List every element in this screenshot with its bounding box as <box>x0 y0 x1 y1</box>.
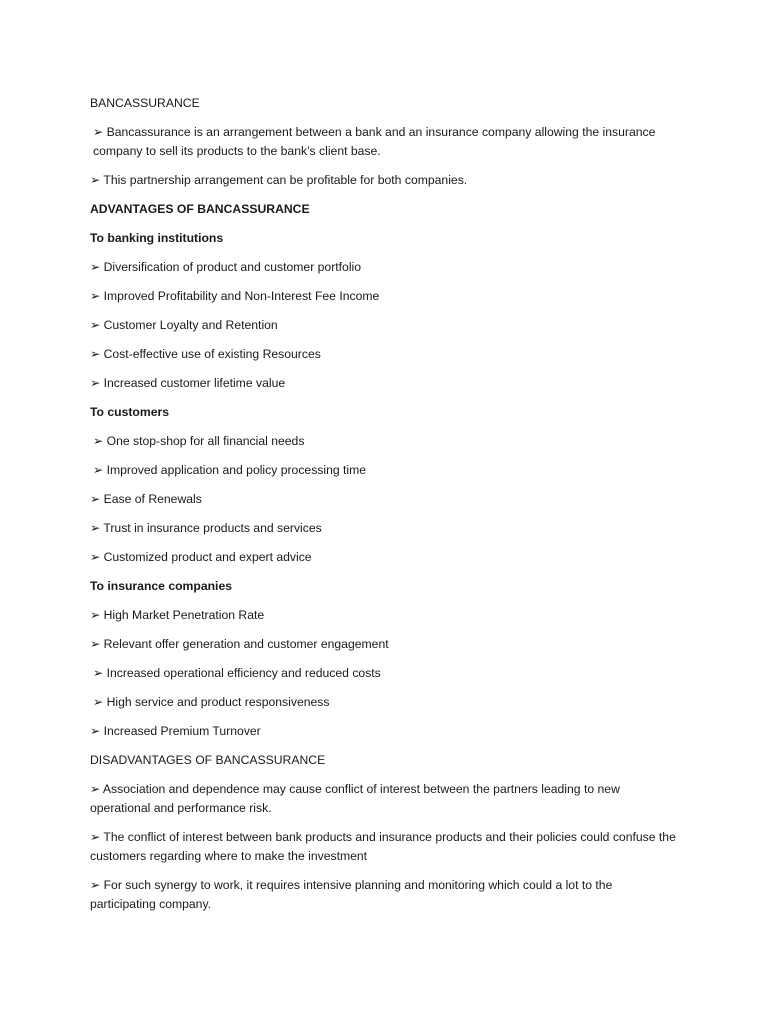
insurers-item: ➢ Relevant offer generation and customer engagement <box>90 637 389 651</box>
customers-item: ➢ Customized product and expert advice <box>90 550 312 564</box>
customers-item: ➢ One stop-shop for all financial needs <box>93 434 305 448</box>
customers-subheading: To customers <box>90 405 170 419</box>
customers-item: ➢ Improved application and policy processing time <box>93 463 367 477</box>
advantages-heading: ADVANTAGES OF BANCASSURANCE <box>90 202 310 216</box>
insurers-subheading: To insurance companies <box>90 579 233 593</box>
intro-paragraph: ➢ Bancassurance is an arrangement between a bank and an insurance company allowing the insurance company to sell its products to the bank’s client base. <box>93 125 656 158</box>
insurers-item: ➢ Increased operational efficiency and reduced costs <box>93 666 381 680</box>
customers-item: ➢ Ease of Renewals <box>90 492 202 506</box>
document-title: BANCASSURANCE <box>90 96 200 110</box>
document-body <box>90 94 680 924</box>
banking-item: ➢ Increased customer lifetime value <box>90 376 286 390</box>
banking-item: ➢ Improved Profitability and Non-Interest Fee Income <box>90 289 380 303</box>
insurers-item: ➢ High Market Penetration Rate <box>90 608 265 622</box>
insurers-item: ➢ High service and product responsiveness <box>93 695 330 709</box>
customers-item: ➢ Trust in insurance products and services <box>90 521 322 535</box>
disadvantages-item: ➢ Association and dependence may cause conflict of interest between the partners leading to new operational and performance risk. <box>90 782 620 815</box>
disadvantages-heading: DISADVANTAGES OF BANCASSURANCE <box>90 753 326 767</box>
insurers-item: ➢ Increased Premium Turnover <box>90 724 261 738</box>
banking-item: ➢ Cost-effective use of existing Resources <box>90 347 321 361</box>
intro-paragraph: ➢ This partnership arrangement can be profitable for both companies. <box>90 173 468 187</box>
banking-subheading: To banking institutions <box>90 231 224 245</box>
disadvantages-item: ➢ For such synergy to work, it requires intensive planning and monitoring which could a lot to the participating company. <box>90 878 613 911</box>
banking-item: ➢ Diversification of product and customer portfolio <box>90 260 362 274</box>
banking-item: ➢ Customer Loyalty and Retention <box>90 318 278 332</box>
disadvantages-item: ➢ The conflict of interest between bank products and insurance products and their policies could confuse the customers regarding where to make the investment <box>90 830 676 863</box>
